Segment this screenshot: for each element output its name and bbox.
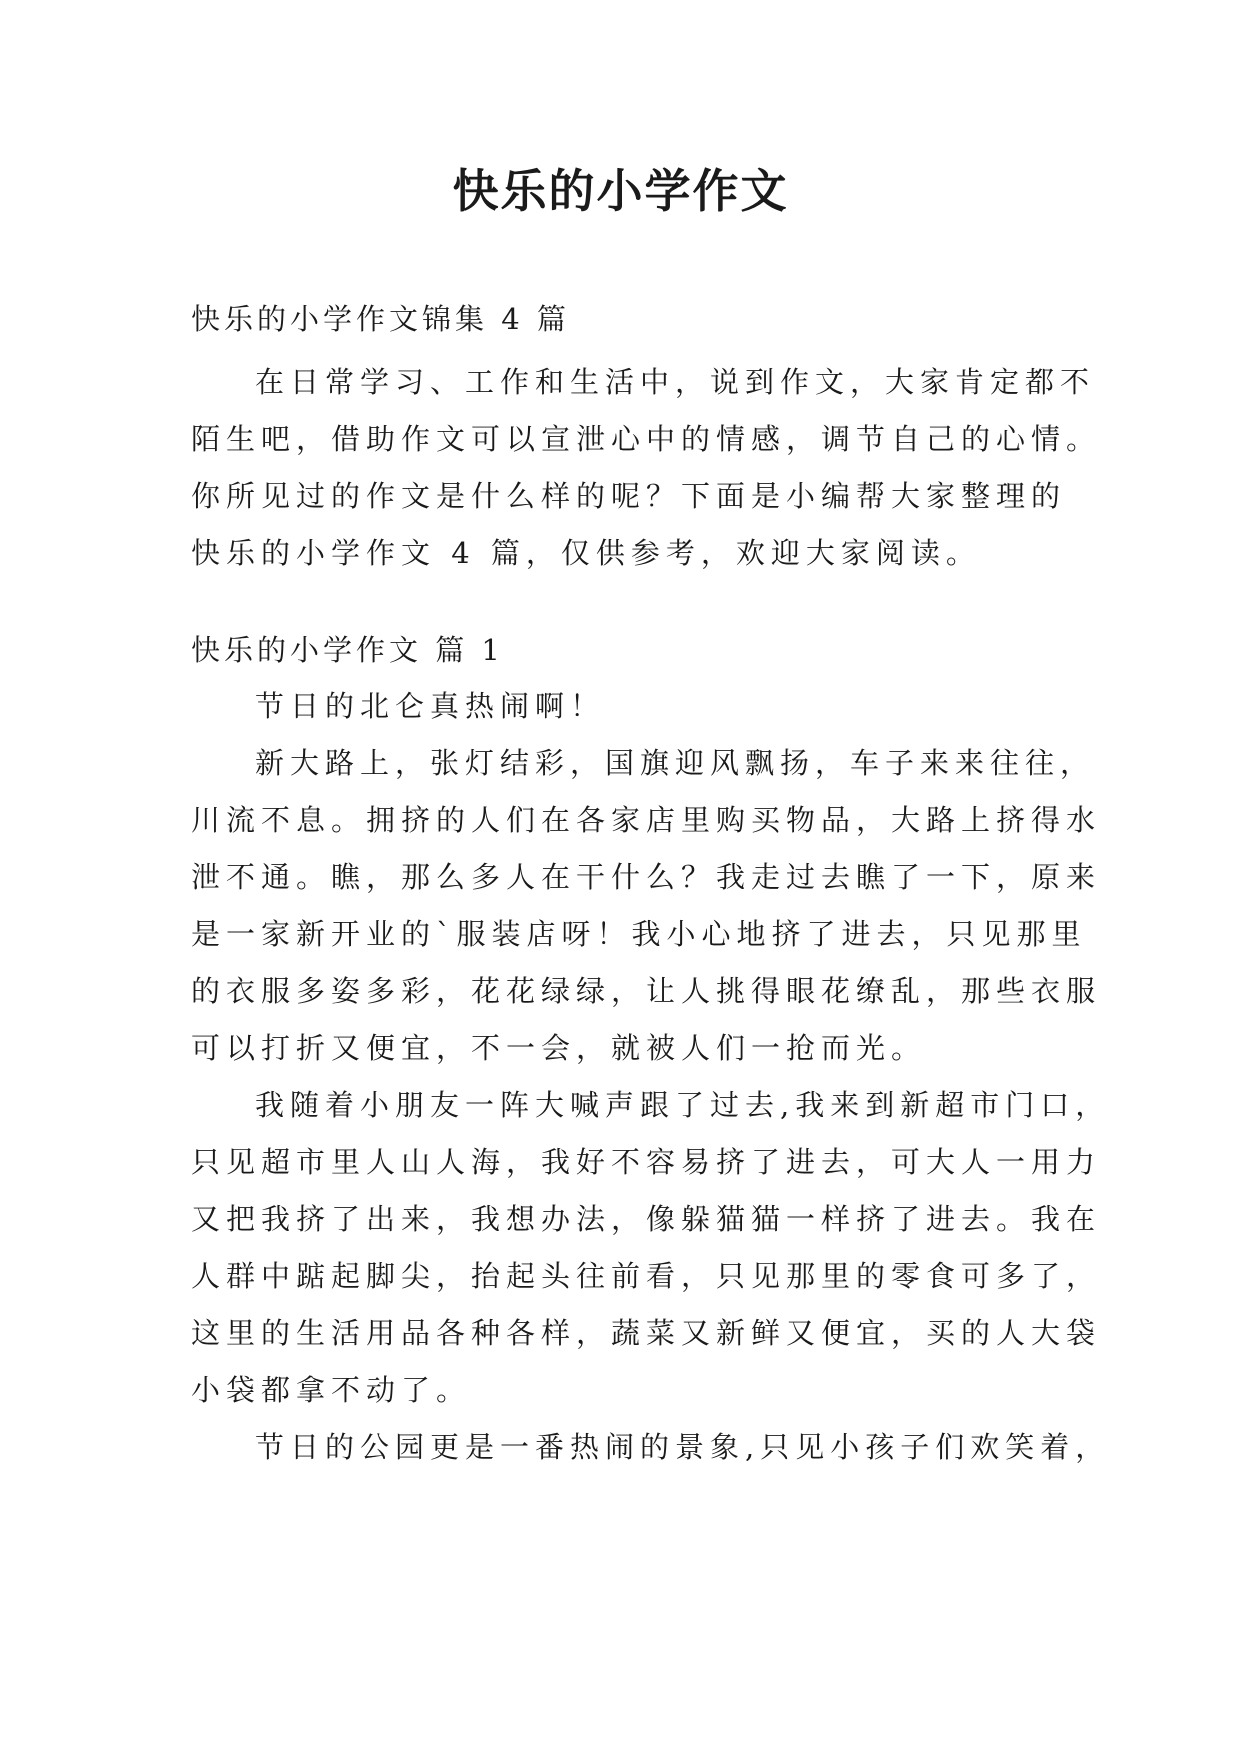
section-heading: 快乐的小学作文 篇 1 <box>191 633 504 667</box>
paragraph-line: 人群中踮起脚尖，抬起头往前看，只见那里的零食可多了， <box>191 1259 1102 1293</box>
paragraph-line: 川流不息。拥挤的人们在各家店里购买物品，大路上挤得水 <box>191 803 1102 837</box>
intro-line: 快乐的小学作文 4 篇，仅供参考，欢迎大家阅读。 <box>191 536 981 570</box>
paragraph-line: 小袋都拿不动了。 <box>191 1373 472 1407</box>
paragraph-line: 可以打折又便宜，不一会，就被人们一抢而光。 <box>191 1031 927 1065</box>
paragraph-line: 又把我挤了出来，我想办法，像躲猫猫一样挤了进去。我在 <box>191 1202 1102 1236</box>
paragraph-line: 节日的公园更是一番热闹的景象,只见小孩子们欢笑着， <box>255 1430 1111 1464</box>
document-title: 快乐的小学作文 <box>452 164 789 218</box>
paragraph-line: 节日的北仑真热闹啊！ <box>255 689 606 723</box>
intro-line: 陌生吧，借助作文可以宣泄心中的情感，调节自己的心情。 <box>191 422 1102 456</box>
paragraph-line: 的衣服多姿多彩，花花绿绿，让人挑得眼花缭乱，那些衣服 <box>191 974 1102 1008</box>
paragraph-line: 是一家新开业的`服装店呀！我小心地挤了进去，只见那里 <box>191 917 1087 951</box>
intro-line: 在日常学习、工作和生活中，说到作文，大家肯定都不 <box>255 365 1096 399</box>
paragraph-line: 新大路上，张灯结彩，国旗迎风飘扬，车子来来往往， <box>255 746 1096 780</box>
paragraph-line: 只见超市里人山人海，我好不容易挤了进去，可大人一用力 <box>191 1145 1102 1179</box>
intro-line: 你所见过的作文是什么样的呢？下面是小编帮大家整理的 <box>191 479 1067 513</box>
paragraph-line: 泄不通。瞧，那么多人在干什么？我走过去瞧了一下，原来 <box>191 860 1102 894</box>
paragraph-line: 这里的生活用品各种各样，蔬菜又新鲜又便宜，买的人大袋 <box>191 1316 1102 1350</box>
paragraph-line: 我随着小朋友一阵大喊声跟了过去,我来到新超市门口， <box>255 1088 1111 1122</box>
document-subtitle: 快乐的小学作文锦集 4 篇 <box>191 302 570 336</box>
